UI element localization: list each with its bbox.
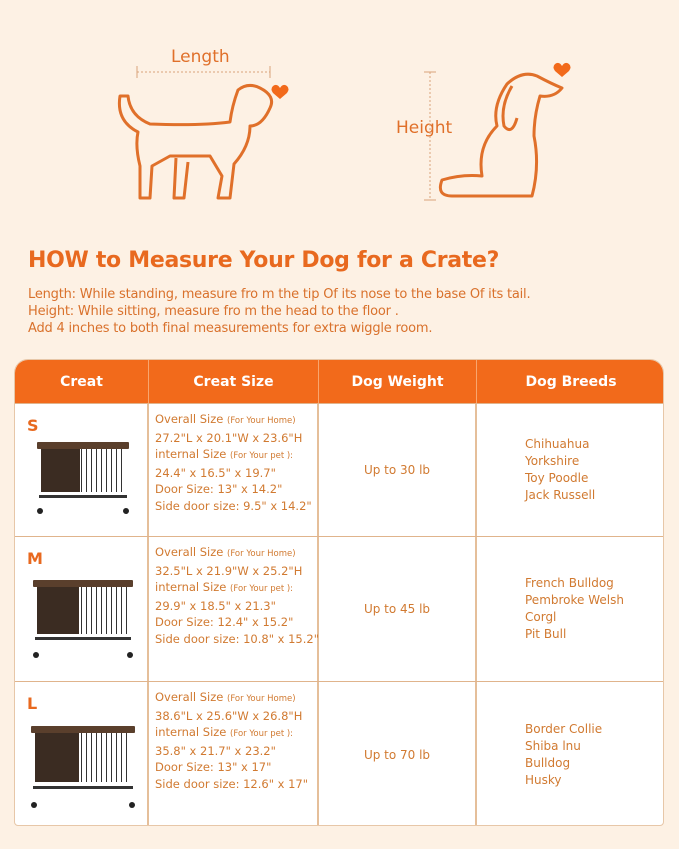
dog-weight-cell: Up to 30 lb xyxy=(319,404,477,536)
size-letter: L xyxy=(27,694,38,713)
page-title: HOW to Measure Your Dog for a Crate? xyxy=(28,248,500,273)
crate-image xyxy=(37,442,129,514)
breed: Bulldog xyxy=(525,755,571,770)
breed: Chihuahua xyxy=(525,437,590,451)
table-row xyxy=(15,681,663,826)
table-row xyxy=(15,536,663,681)
crate-part xyxy=(155,579,317,598)
size-text: Door Size: 13" x 17" xyxy=(155,760,272,774)
size-text: 29.9" x 18.5" x 21.3" xyxy=(155,598,276,613)
dog-weight-cell: Up to 45 lb xyxy=(319,537,477,681)
crate-part xyxy=(41,449,80,492)
crate-part xyxy=(81,733,131,782)
crate-part xyxy=(35,637,131,640)
table-header xyxy=(15,360,663,403)
header-crate-size: Creat Size xyxy=(149,360,319,403)
size-text: (For Your Home) xyxy=(227,416,296,426)
crate-part xyxy=(129,802,135,808)
dog-breeds-cell xyxy=(477,682,664,826)
crate-part xyxy=(33,786,133,789)
size-text: 32.5"L x 21.9"W x 25.2"H xyxy=(155,563,303,578)
header-crate: Creat xyxy=(15,360,149,403)
size-text: Door Size: 13" x 14.2" xyxy=(155,482,283,496)
crate-cell xyxy=(15,537,149,681)
crate-part xyxy=(123,508,129,514)
crate-part xyxy=(31,802,37,808)
instructions xyxy=(28,286,530,337)
breed: Toy Poodle xyxy=(525,471,589,485)
breed: Pit Bull xyxy=(525,627,567,641)
size-text: Side door size: 10.8" x 15.2" xyxy=(155,631,320,646)
crate-part xyxy=(37,442,129,449)
breed: French Bulldog xyxy=(525,576,614,590)
size-letter: M xyxy=(27,549,43,568)
crate-part xyxy=(81,449,125,492)
dog-breeds-cell xyxy=(477,537,664,681)
crate-part xyxy=(155,411,317,430)
heart-icon xyxy=(272,85,289,99)
heart-icon xyxy=(554,63,571,77)
size-text: internal Size xyxy=(155,580,231,594)
size-text: 38.6"L x 25.6"W x 26.8"H xyxy=(155,708,303,723)
breed: Border Collie xyxy=(525,721,603,736)
size-text: 27.2"L x 20.1"W x 23.6"H xyxy=(155,430,303,445)
crate-part xyxy=(31,726,135,733)
size-text: 35.8" x 21.7" x 23.2" xyxy=(155,743,276,758)
size-text: Overall Size xyxy=(155,545,228,559)
size-text: Overall Size xyxy=(155,412,228,426)
instruction-extra: Add 4 inches to both final measurements for extra wiggle room. xyxy=(28,321,433,336)
size-text: (For Your Home) xyxy=(227,694,296,704)
size-text: internal Size xyxy=(155,447,231,461)
crate-part xyxy=(155,446,317,465)
crate-part xyxy=(81,587,129,634)
crate-part xyxy=(35,733,79,782)
crate-part xyxy=(127,652,133,658)
crate-part xyxy=(33,652,39,658)
height-label: Height xyxy=(396,118,453,138)
size-text: (For Your pet ): xyxy=(230,584,294,594)
sitting-dog-illustration xyxy=(422,56,582,206)
crate-part xyxy=(155,544,317,563)
table-row xyxy=(15,403,663,536)
length-label: Length xyxy=(171,47,230,67)
size-chart-table xyxy=(14,359,664,826)
breed: Jack Russell xyxy=(525,488,596,502)
instruction-height: Height: While sitting, measure fro m the head to the floor . xyxy=(28,304,399,319)
crate-part xyxy=(155,689,317,708)
size-text: Door Size: 12.4" x 15.2" xyxy=(155,615,294,629)
breed: Corgl xyxy=(525,610,557,624)
crate-image xyxy=(31,726,135,808)
size-text: Side door size: 9.5" x 14.2" xyxy=(155,498,312,513)
size-text: Overall Size xyxy=(155,690,228,704)
breed: Shiba lnu xyxy=(525,738,581,753)
crate-size-cell xyxy=(149,404,319,536)
crate-part xyxy=(39,495,127,498)
size-letter: S xyxy=(27,416,39,435)
crate-size-cell xyxy=(149,537,319,681)
crate-size-cell xyxy=(149,682,319,826)
dog-breeds-cell xyxy=(477,404,664,536)
breed: Husky xyxy=(525,772,562,787)
size-text: internal Size xyxy=(155,725,231,739)
size-text: (For Your pet ): xyxy=(230,729,294,739)
size-text: (For Your Home) xyxy=(227,549,296,559)
standing-dog-illustration xyxy=(110,66,300,206)
crate-image xyxy=(33,580,133,658)
header-dog-breeds: Dog Breeds xyxy=(525,373,617,390)
header-dog-weight: Dog Weight xyxy=(319,360,477,403)
dog-weight-cell: Up to 70 lb xyxy=(319,682,477,826)
crate-part xyxy=(37,508,43,514)
breed: Pembroke Welsh xyxy=(525,593,624,607)
size-text: Side door size: 12.6" x 17" xyxy=(155,776,309,791)
size-text: 24.4" x 16.5" x 19.7" xyxy=(155,465,276,480)
size-text: (For Your pet ): xyxy=(230,451,294,461)
breed: Yorkshire xyxy=(525,454,580,468)
crate-part xyxy=(37,587,79,634)
instruction-length: Length: While standing, measure fro m the tip Of its nose to the base Of its tail. xyxy=(28,287,531,302)
crate-cell xyxy=(15,682,149,826)
crate-part xyxy=(33,580,133,587)
crate-part xyxy=(155,724,317,743)
crate-cell xyxy=(15,404,149,536)
